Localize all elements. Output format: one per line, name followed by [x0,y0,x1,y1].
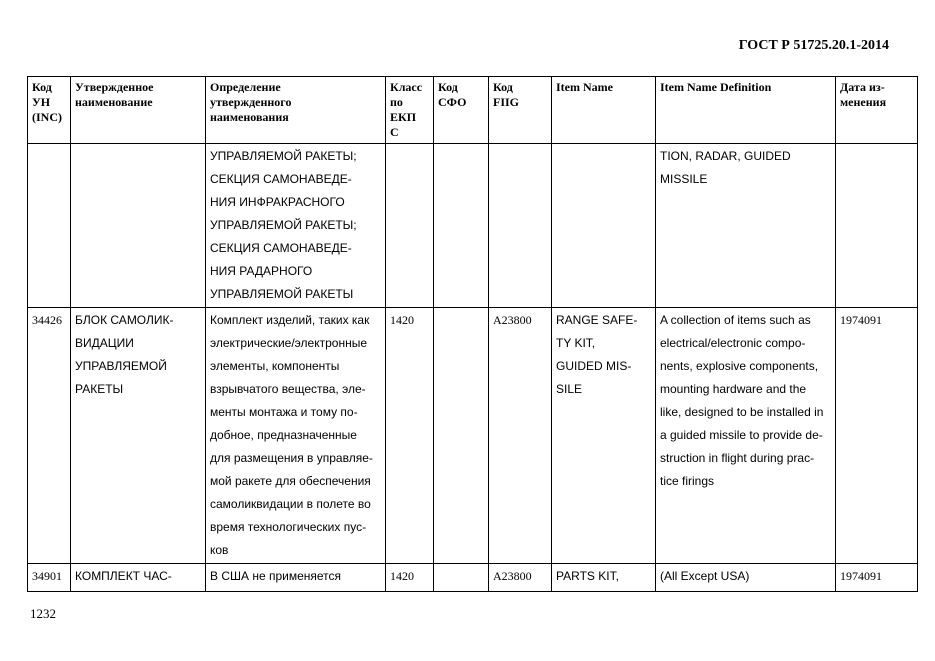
cell-sfo [434,564,489,592]
header-label-line: FIIG [493,95,520,109]
header-label-line: наименования [210,110,289,124]
cell-text-line: electrical/electronic compo- [660,336,806,350]
header-label-line: Определение [210,80,281,94]
header-label-line: СФО [438,95,467,109]
cell-text-line: PARTS KIT, [556,569,619,583]
cell-definition [206,144,386,308]
header-label-line: (INC) [32,110,62,124]
header-sfo [434,77,489,144]
header-label-line: Код [438,80,458,94]
cell-approved-name [71,144,206,308]
cell-class: 1420 [386,564,434,592]
header-definition [206,77,386,144]
cell-text-line: самоликвидации в полете во [210,497,371,511]
cell-approved-name [71,564,206,592]
cell-text-line: ВИДАЦИИ [75,336,134,350]
cell-definition [206,308,386,564]
header-label-line: Код [32,80,52,94]
cell-text-line: ков [210,543,229,557]
catalog-table [27,76,918,592]
cell-text-line: like, designed to be installed in [660,405,824,419]
table-row [28,564,918,592]
cell-text-line: SILE [556,382,583,396]
header-item-name [552,77,656,144]
cell-text-line: TY KIT, [556,336,596,350]
cell-inc [28,144,71,308]
header-label-line: УН [32,95,51,109]
cell-text-line: TION, RADAR, GUIDED [660,149,791,163]
cell-text-line: НИЯ РАДАРНОГО [210,264,313,278]
table-row [28,144,918,308]
header-label-line: менения [840,95,887,109]
cell-text-line: менты монтажа и тому по- [210,405,358,419]
table-body [28,144,918,592]
cell-text-line: MISSILE [660,172,708,186]
cell-text-line: для размещения в управляе- [210,451,373,465]
cell-sfo [434,144,489,308]
header-label-line: Item Name Definition [660,80,772,94]
cell-class: 1420 [386,308,434,564]
header-inc [28,77,71,144]
cell-item-name [552,308,656,564]
cell-text-line: СЕКЦИЯ САМОНАВЕДЕ- [210,172,352,186]
cell-text-line: УПРАВЛЯЕМОЙ [75,359,167,373]
cell-item-name [552,144,656,308]
cell-text-line: struction in flight during prac- [660,451,815,465]
cell-fiig: A23800 [489,308,552,564]
cell-text-line: RANGE SAFE- [556,313,638,327]
header-fiig [489,77,552,144]
cell-definition [206,564,386,592]
cell-text-line: УПРАВЛЯЕМОЙ РАКЕТЫ; [210,218,357,232]
cell-text-line: tice firings [660,474,715,488]
cell-inc: 34426 [28,308,71,564]
cell-text-line: мой ракете для обеспечения [210,474,371,488]
page-number: 1232 [30,606,56,621]
cell-text-line: (All Except USA) [660,569,750,583]
cell-text-line: СЕКЦИЯ САМОНАВЕДЕ- [210,241,352,255]
header-label-line: по [390,95,403,109]
cell-sfo [434,308,489,564]
cell-change-date [836,144,918,308]
header-class [386,77,434,144]
header-change-date [836,77,918,144]
cell-text-line: Комплект изделий, таких как [210,313,370,327]
cell-text-line: В США не применяется [210,569,342,583]
cell-item-name [552,564,656,592]
cell-item-definition [656,308,836,564]
header-item-name-definition [656,77,836,144]
header-label-line: Item Name [556,80,613,94]
header-approved-name [71,77,206,144]
table-row [28,308,918,564]
cell-fiig [489,144,552,308]
cell-text-line: КОМПЛЕКТ ЧАС- [75,569,172,583]
cell-text-line: электрические/электронные [210,336,367,350]
header-label-line: наименование [75,95,153,109]
header-label-line: Код [493,80,513,94]
cell-text-line: a guided missile to provide de- [660,428,823,442]
cell-change-date: 1974091 [836,308,918,564]
document-standard-number: ГОСТ Р 51725.20.1-2014 [738,38,889,53]
cell-class [386,144,434,308]
header-label-line: С [390,125,399,139]
header-row [28,77,918,144]
cell-change-date: 1974091 [836,564,918,592]
cell-text-line: УПРАВЛЯЕМОЙ РАКЕТЫ; [210,149,357,163]
cell-text-line: mounting hardware and the [660,382,807,396]
cell-text-line: GUIDED MIS- [556,359,632,373]
cell-text-line: добное, предназначенные [210,428,357,442]
cell-text-line: УПРАВЛЯЕМОЙ РАКЕТЫ [210,287,354,301]
cell-text-line: элементы, компоненты [210,359,340,373]
cell-item-definition [656,144,836,308]
cell-item-definition [656,564,836,592]
cell-text-line: взрывчатого вещества, эле- [210,382,366,396]
cell-fiig: A23800 [489,564,552,592]
cell-text-line: БЛОК САМОЛИК- [75,313,174,327]
cell-text-line: nents, explosive components, [660,359,819,373]
header-label-line: Утвержденное [75,80,154,94]
header-label-line: утвержденного [210,95,292,109]
cell-text-line: НИЯ ИНФРАКРАСНОГО [210,195,345,209]
header-label-line: Класс [390,80,423,94]
cell-text-line: РАКЕТЫ [75,382,124,396]
cell-text-line: время технологических пус- [210,520,367,534]
cell-approved-name [71,308,206,564]
cell-inc: 34901 [28,564,71,592]
header-label-line: Дата из- [840,80,885,94]
cell-text-line: A collection of items such as [660,313,811,327]
header-label-line: ЕКП [390,110,417,124]
